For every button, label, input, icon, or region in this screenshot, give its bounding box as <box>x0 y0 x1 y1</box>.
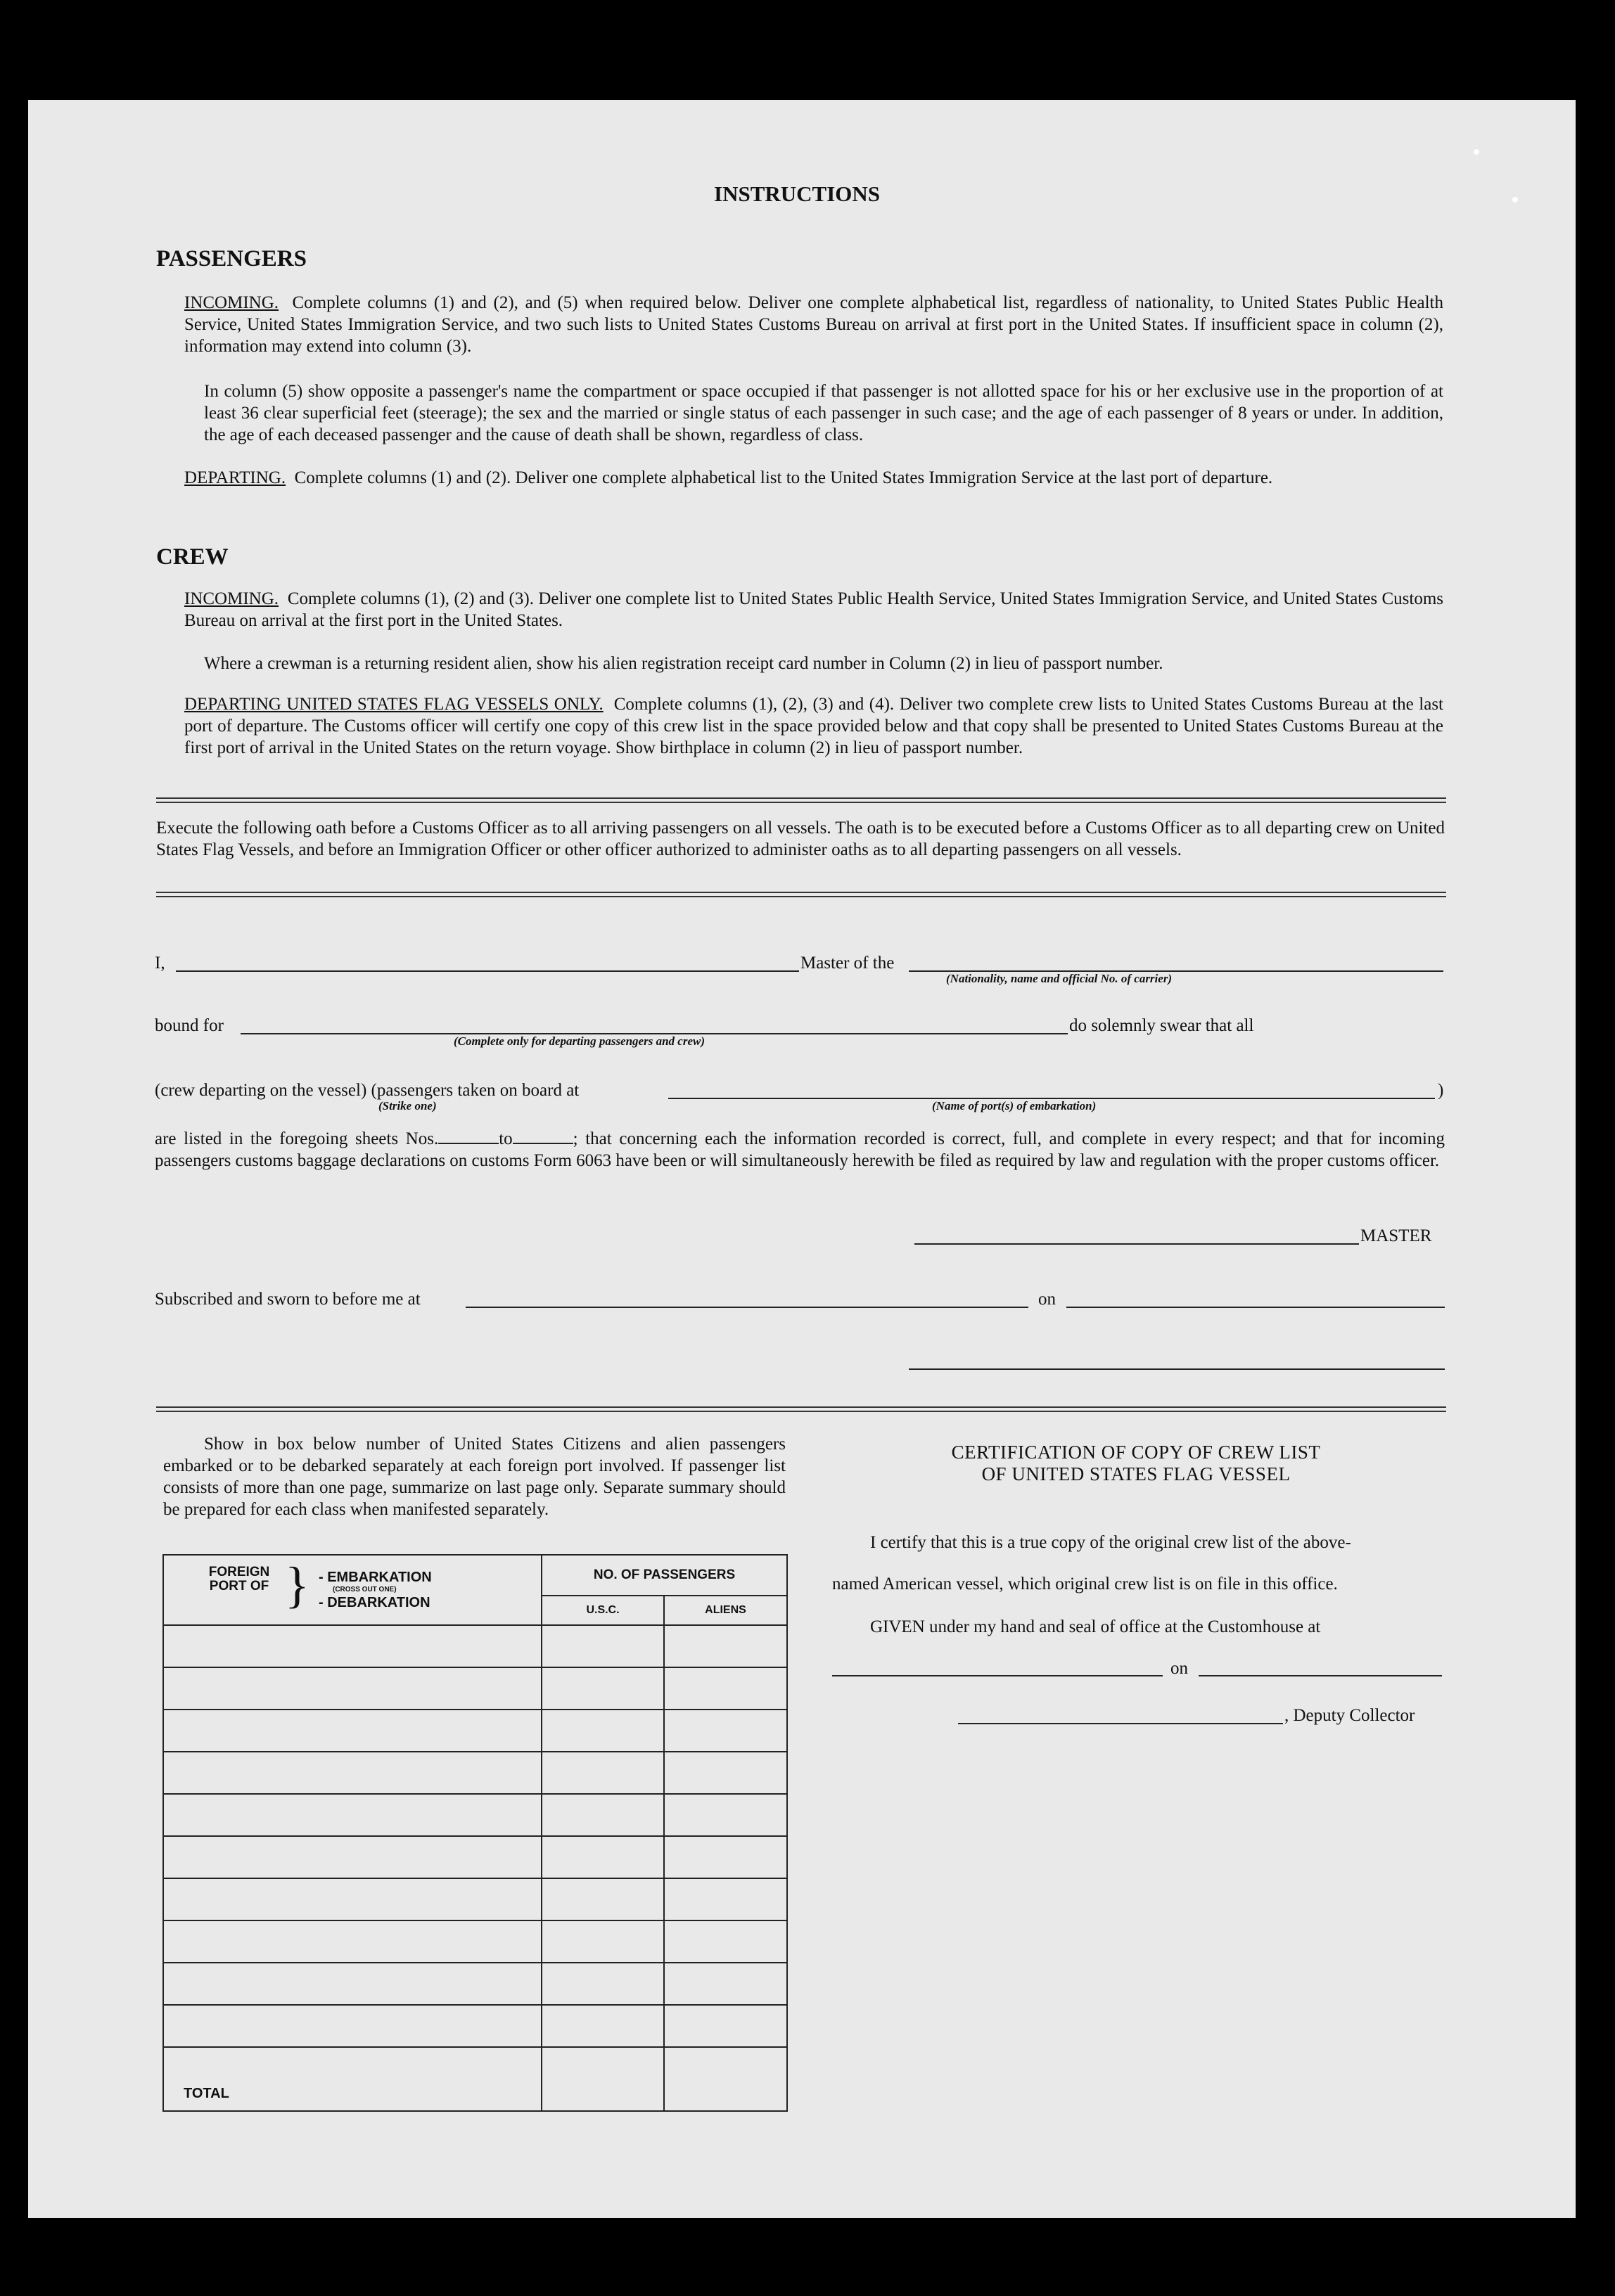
passengers-incoming-label: INCOMING. <box>184 293 279 312</box>
port-cell[interactable] <box>163 1920 542 1963</box>
no-of-passengers-header: NO. OF PASSENGERS <box>542 1555 787 1596</box>
aliens-cell[interactable] <box>664 1752 787 1794</box>
usc-cell[interactable] <box>542 1963 664 2005</box>
aliens-cell[interactable] <box>664 1836 787 1878</box>
listed-text-b: ; that concerning each the information recorded is correct, full, and complete in every respect; and that for incoming passengers customs baggage declarations on customs Form 6063 have been or will simultaneously herewith be filed as required by law and regulation with the proper customs officer. <box>155 1129 1445 1170</box>
cert-date-field[interactable] <box>1199 1675 1442 1676</box>
certify-line1: I certify that this is a true copy of the original crew list of the above- <box>870 1533 1351 1552</box>
strike-one-caption: (Strike one) <box>378 1099 437 1112</box>
master-of-the-label: Master of the <box>800 954 895 973</box>
deputy-collector-label: , Deputy Collector <box>1284 1706 1415 1725</box>
passengers-departing-para <box>184 467 1443 489</box>
certify-line2: named American vessel, which original crew list is on file in this office. <box>832 1575 1338 1593</box>
port-cell[interactable] <box>163 1667 542 1710</box>
port-cell[interactable] <box>163 2005 542 2047</box>
aliens-header: ALIENS <box>664 1596 787 1625</box>
close-paren: ) <box>1438 1081 1444 1100</box>
debarkation-label: - DEBARKATION <box>319 1595 430 1610</box>
scan-speck <box>1474 149 1479 155</box>
port-cell[interactable] <box>163 1878 542 1920</box>
summary-instructions <box>163 1433 786 1520</box>
cross-out-one: (CROSS OUT ONE) <box>333 1586 397 1593</box>
deputy-signature-field[interactable] <box>958 1723 1283 1724</box>
port-cell[interactable] <box>163 1710 542 1752</box>
port-header-cell <box>163 1555 542 1625</box>
crew-incoming-label: INCOMING. <box>184 589 279 608</box>
subscribed-label: Subscribed and sworn to before me at <box>155 1290 421 1309</box>
port-cell[interactable] <box>163 1794 542 1836</box>
total-label: TOTAL <box>163 2047 542 2111</box>
listed-text-a: are listed in the foregoing sheets Nos. <box>155 1129 439 1148</box>
port-cell[interactable] <box>163 1625 542 1667</box>
foreign-port-of: FOREIGN PORT OF <box>208 1565 270 1593</box>
certification-heading-line2: OF UNITED STATES FLAG VESSEL <box>981 1463 1291 1484</box>
ports-caption: (Name of port(s) of embarkation) <box>932 1099 1097 1112</box>
customhouse-field[interactable] <box>832 1675 1163 1676</box>
usc-cell[interactable] <box>542 1625 664 1667</box>
usc-cell[interactable] <box>542 1878 664 1920</box>
swear-label: do solemnly swear that all <box>1069 1016 1254 1035</box>
aliens-cell[interactable] <box>664 1920 787 1963</box>
usc-cell[interactable] <box>542 1710 664 1752</box>
passengers-incoming-text: Complete columns (1) and (2), and (5) when required below. Deliver one complete alphabetical list, regardless of nationality, to United States Public Health Service, United States Immigration Service, and two such lists to United States Customs Bureau on arrival at first port in the United States. If insufficient space in column (2), information may extend into column (3). <box>184 293 1444 356</box>
divider <box>156 892 1446 897</box>
aliens-cell[interactable] <box>664 1625 787 1667</box>
crew-departing-label: DEPARTING UNITED STATES FLAG VESSELS ONLY. <box>184 695 604 714</box>
usc-cell[interactable] <box>542 1920 664 1963</box>
summary-instructions-text: Show in box below number of United States Citizens and alien passengers embarked or to be debarked separately at each foreign port involved. If passenger list consists of more than one page, summarize on last page only. Separate summary should be prepared for each class when manifested separately. <box>163 1435 786 1519</box>
passengers-heading: PASSENGERS <box>156 246 307 271</box>
officer-signature-field[interactable] <box>909 1368 1445 1370</box>
divider <box>156 1406 1446 1412</box>
aliens-cell[interactable] <box>664 1963 787 2005</box>
certification-heading-line1: CERTIFICATION OF COPY OF CREW LIST <box>951 1442 1321 1463</box>
port-cell[interactable] <box>163 1836 542 1878</box>
certification-heading <box>879 1442 1393 1485</box>
sworn-place-field[interactable] <box>466 1307 1028 1308</box>
crew-departing-text: Complete columns (1), (2), (3) and (4). Deliver two complete crew lists to United States Customs Bureau at the last port of departure. The Customs officer will certify one copy of this crew list in the space provided below and that copy shall be presented to United States Customs Bureau at the first port of arrival in the United States on the return voyage. Show birthplace in column (2) in lieu of passport number. <box>184 695 1443 757</box>
aliens-cell[interactable] <box>664 1878 787 1920</box>
master-label: MASTER <box>1360 1226 1432 1245</box>
page-title: INSTRUCTIONS <box>714 181 881 206</box>
sheet-to-field[interactable] <box>513 1129 573 1144</box>
scan-speck <box>1512 197 1518 203</box>
port-cell[interactable] <box>163 1963 542 2005</box>
aliens-cell[interactable] <box>664 1667 787 1710</box>
aliens-total-cell[interactable] <box>664 2047 787 2111</box>
divider <box>156 797 1446 803</box>
listed-to: to <box>499 1129 513 1148</box>
cert-on-label: on <box>1170 1659 1188 1678</box>
master-name-field[interactable] <box>176 970 799 972</box>
usc-cell[interactable] <box>542 2005 664 2047</box>
sworn-date-field[interactable] <box>1066 1307 1445 1308</box>
crew-resident-para: Where a crewman is a returning resident alien, show his alien registration receipt card number in Column (2) in lieu of passport number. <box>204 654 1163 673</box>
oath-i-label: I, <box>155 954 165 973</box>
usc-cell[interactable] <box>542 1752 664 1794</box>
crew-incoming-para <box>184 588 1443 631</box>
aliens-cell[interactable] <box>664 2005 787 2047</box>
given-line: GIVEN under my hand and seal of office at the Customhouse at <box>870 1617 1321 1636</box>
embarkation-label: - EMBARKATION <box>319 1570 432 1585</box>
sheet-from-field[interactable] <box>438 1129 499 1144</box>
listed-para <box>155 1128 1445 1172</box>
oath-instructions: Execute the following oath before a Customs Officer as to all arriving passengers on all vessels. The oath is to be executed before a Customs Officer as to all departing crew on United States Flag Vessels, and before an Immigration Officer or other officer authorized to administer oaths as to all departing passengers on all vessels. <box>156 819 1445 859</box>
crew-departing-label: (crew departing on the vessel) (passengers taken on board at <box>155 1081 580 1100</box>
aliens-cell[interactable] <box>664 1710 787 1752</box>
nationality-caption: (Nationality, name and official No. of carrier) <box>946 972 1173 985</box>
usc-total-cell[interactable] <box>542 2047 664 2111</box>
usc-cell[interactable] <box>542 1794 664 1836</box>
usc-cell[interactable] <box>542 1667 664 1710</box>
bound-caption: (Complete only for departing passengers and crew) <box>454 1034 705 1048</box>
bound-for-label: bound for <box>155 1016 224 1035</box>
sworn-on-label: on <box>1038 1290 1056 1309</box>
master-signature-field[interactable] <box>914 1243 1359 1245</box>
usc-header: U.S.C. <box>542 1596 664 1625</box>
usc-cell[interactable] <box>542 1836 664 1878</box>
passengers-departing-text: Complete columns (1) and (2). Deliver one complete alphabetical list to the United States Immigration Service at the last port of departure. <box>294 468 1273 487</box>
passengers-column5-para: In column (5) show opposite a passenger's name the compartment or space occupied if that passenger is not allotted space for his or her exclusive use in the proportion of at least 36 clear superficial feet (steerage); the sex and the married or single status of each passenger in such case; and the age of each passenger of 8 years or under. In addition, the age of each deceased passenger and the cause of death shall be shown, regardless of class. <box>204 382 1443 444</box>
passenger-summary-table <box>162 1554 788 2112</box>
crew-departing-para <box>184 693 1443 759</box>
brace: } <box>285 1557 309 1613</box>
aliens-cell[interactable] <box>664 1794 787 1836</box>
passengers-departing-label: DEPARTING. <box>184 468 286 487</box>
port-cell[interactable] <box>163 1752 542 1794</box>
passengers-incoming-para <box>184 292 1443 357</box>
crew-incoming-text: Complete columns (1), (2) and (3). Deliver one complete list to United States Public Health Service, United States Immigration Service, and United States Customs Bureau on arrival at the first port in the United States. <box>184 589 1444 630</box>
crew-heading: CREW <box>156 544 229 570</box>
